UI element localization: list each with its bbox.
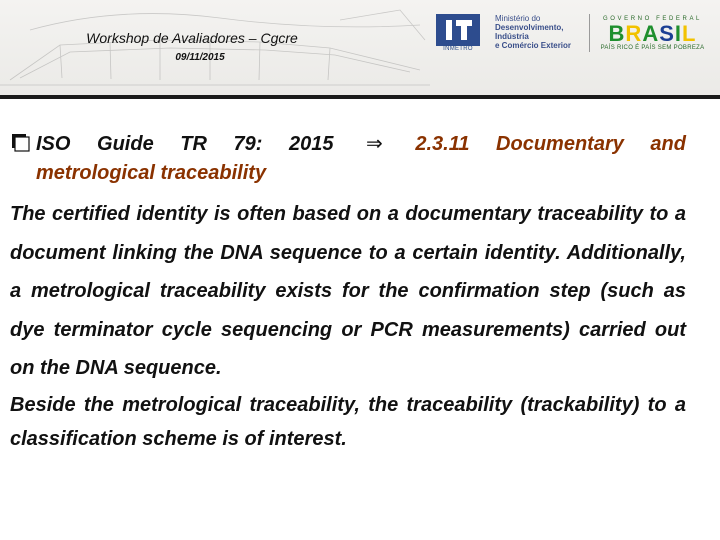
heading-word-2015: 2015 [288, 133, 334, 155]
brasil-wordmark [595, 23, 710, 45]
heading-word-guide: Guide [97, 133, 154, 155]
brasil-letter: A [642, 21, 660, 46]
ministry-line-3: e Comércio Exterior [495, 41, 572, 50]
square-bullet-icon [10, 132, 30, 152]
ministry-logo-text [495, 14, 585, 50]
heading-word-79: 79: [233, 133, 263, 155]
building-sketch-background [0, 0, 430, 92]
workshop-title: Workshop de Avaliadores – Cgcre [86, 30, 298, 46]
brasil-letter: L [682, 21, 697, 46]
implies-arrow-icon: ⇒ [366, 133, 383, 155]
government-top-text: GOVERNO FEDERAL [602, 16, 702, 22]
paragraph-documentary-traceability: The certified identity is often based on a documentary traceability to a document linking the DNA sequence to a certain identity. Additionally, a metrological traceability exists for the confirmation step (such as dye terminator cycle sequencing or PCR measurements) carried out on the DNA sequence. [10, 203, 686, 379]
section-number: 2.3.11 [415, 133, 470, 155]
heading-word [10, 132, 70, 156]
heading-continuation: metrological traceability [36, 162, 267, 184]
workshop-date: 09/11/2015 [175, 52, 225, 63]
brasil-letter: R [625, 21, 643, 46]
slide-content [10, 131, 686, 456]
inmetro-label: INMETRO [443, 46, 473, 52]
heading-word-tr: TR [180, 133, 207, 155]
paragraph-classification-traceability: Beside the metrological traceability, the traceability (trackability) to a classification scheme is of interest. [10, 393, 686, 450]
slide-header [0, 0, 720, 99]
heading-word-and: and [650, 133, 686, 155]
ministry-line-2: Desenvolvimento, Indústria [495, 23, 564, 41]
ministry-line-1: Ministério do [495, 14, 541, 23]
brasil-letter: S [659, 21, 675, 46]
heading-word-documentary: Documentary [496, 133, 624, 155]
logo-divider [589, 14, 590, 52]
government-logo [595, 16, 710, 51]
government-slogan: PAÍS RICO É PAÍS SEM POBREZA [600, 45, 705, 51]
heading-word-iso: ISO [36, 133, 71, 155]
brasil-letter: I [674, 21, 683, 46]
bullet-heading [10, 131, 686, 156]
brasil-letter: B [608, 21, 626, 46]
